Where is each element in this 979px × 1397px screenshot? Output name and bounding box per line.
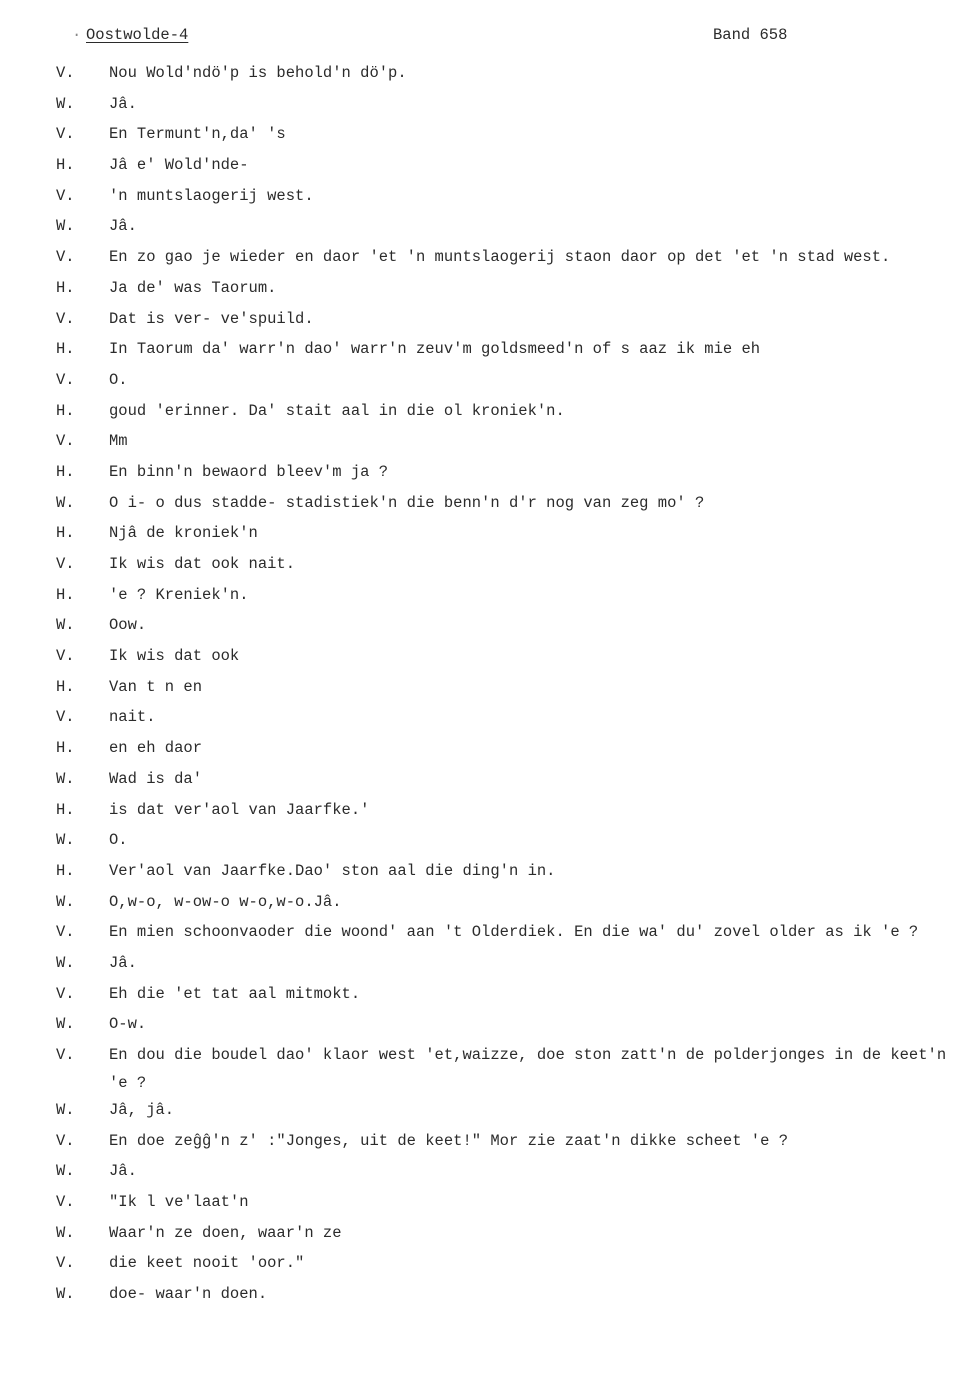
speaker-label: H.: [56, 462, 75, 481]
speaker-label: V.: [56, 64, 75, 82]
utterance-text: Jâ.: [109, 94, 137, 113]
speaker-label: W.: [56, 1223, 75, 1242]
speaker-label: V.: [56, 1254, 75, 1273]
utterance-text: 'e ? Kreniek'n.: [109, 585, 249, 604]
utterance-text: Mm: [109, 432, 128, 451]
speaker-label: W.: [56, 831, 75, 850]
speaker-label: V.: [56, 248, 75, 267]
utterance-text: Ik wis dat ook: [109, 647, 240, 666]
speaker-label: W.: [56, 1015, 75, 1034]
utterance-text: Jâ e' Wold'nde-: [109, 156, 249, 175]
speaker-label: V.: [56, 1046, 75, 1064]
utterance-text: O i- o dus stadde- stadistiek'n die benn'n d'r nog van zeg mo' ?: [109, 493, 705, 512]
transcript-line: [0, 367, 979, 398]
utterance-text: Njâ de kroniek'n: [109, 524, 258, 543]
speaker-label: H.: [56, 677, 75, 696]
speaker-label: H.: [56, 524, 75, 543]
utterance-text: goud 'erinner. Da' stait aal in die ol kroniek'n.: [109, 401, 565, 420]
transcript-line: [0, 275, 979, 306]
transcript-line: [0, 306, 979, 337]
transcript-line: [0, 213, 979, 244]
speaker-label: V.: [56, 432, 75, 451]
transcript-line: [0, 428, 979, 459]
transcript-line: [0, 919, 979, 950]
speaker-label: V.: [56, 708, 75, 727]
transcript-line: [0, 950, 979, 981]
transcript-line: [0, 1011, 979, 1042]
transcript-line: [0, 1250, 979, 1281]
speaker-label: V.: [56, 1131, 75, 1150]
utterance-text: 'n muntslaogerij west.: [109, 186, 314, 205]
speaker-label: W.: [56, 217, 75, 236]
transcript-line: [0, 1220, 979, 1251]
utterance-text: Van t n en: [109, 677, 203, 696]
utterance-text: nait.: [109, 708, 156, 727]
transcript-line: [0, 1128, 979, 1159]
utterance-text: Waar'n ze doen, waar'n ze: [109, 1223, 342, 1242]
utterance-text: Eh die 'et tat aal mitmokt.: [109, 984, 361, 1003]
transcript-line: [0, 674, 979, 705]
transcript-line: [0, 336, 979, 367]
transcript-line: [0, 60, 979, 91]
utterance-text: Jâ.: [109, 953, 137, 972]
transcript-line: [0, 91, 979, 122]
transcript-line: [0, 121, 979, 152]
utterance-text: is dat ver'aol van Jaarfke.': [109, 800, 370, 819]
utterance-text: Ik wis dat ook nait.: [109, 555, 296, 573]
utterance-text: doe- waar'n doen.: [109, 1285, 268, 1304]
transcript-line: [0, 704, 979, 735]
speaker-label: W.: [56, 769, 75, 788]
transcript-line: [0, 244, 979, 275]
transcript-line: [0, 520, 979, 551]
utterance-text: Wad is da': [109, 769, 203, 788]
transcript-line: [0, 858, 979, 889]
page-header: [0, 26, 979, 50]
transcript-line: [0, 612, 979, 643]
utterance-text: O.: [109, 370, 128, 389]
utterance-text: en eh daor: [109, 739, 203, 758]
speaker-label: W.: [56, 1101, 75, 1119]
transcript-line: [0, 1042, 979, 1097]
transcript-line: [0, 490, 979, 521]
transcript-line: [0, 643, 979, 674]
speaker-label: W.: [56, 892, 75, 911]
speaker-label: H.: [56, 340, 75, 359]
utterance-text: En Termunt'n,da' 's: [109, 125, 286, 144]
transcript-line: [0, 766, 979, 797]
transcript-line: [0, 797, 979, 828]
transcript-line: [0, 735, 979, 766]
speaker-label: W.: [56, 1162, 75, 1181]
speaker-label: V.: [56, 984, 75, 1003]
speaker-label: V.: [56, 309, 75, 328]
utterance-text: En doe zeĝĝ'n z' :"Jonges, uit de keet!" Mor zie zaat'n dikke scheet 'e ?: [109, 1131, 789, 1150]
speaker-label: W.: [56, 493, 75, 512]
utterance-text: Ver'aol van Jaarfke.Dao' ston aal die ding'n in.: [109, 861, 556, 880]
transcript-body: [0, 60, 979, 1312]
speaker-label: V.: [56, 125, 75, 144]
speaker-label: V.: [56, 370, 75, 389]
transcript-line: [0, 183, 979, 214]
transcript-line: [0, 889, 979, 920]
utterance-text: "Ik l ve'laat'n: [109, 1193, 249, 1212]
utterance-text: En zo gao je wieder en daor 'et 'n muntslaogerij staon daor op det 'et 'n stad west.: [109, 248, 891, 267]
speaker-label: H.: [56, 156, 75, 175]
utterance-text: O-w.: [109, 1015, 147, 1034]
speaker-label: W.: [56, 1285, 75, 1304]
speaker-label: V.: [56, 1193, 75, 1212]
speaker-label: H.: [56, 800, 75, 819]
speaker-label: V.: [56, 923, 75, 942]
speaker-label: V.: [56, 647, 75, 666]
transcript-line: [0, 398, 979, 429]
utterance-text: Jâ.: [109, 217, 137, 236]
transcript-line: [0, 1158, 979, 1189]
speaker-label: H.: [56, 585, 75, 604]
transcript-line: [0, 459, 979, 490]
utterance-text: Oow.: [109, 616, 147, 635]
utterance-text: Jâ, jâ.: [109, 1101, 175, 1119]
utterance-text: En mien schoonvaoder die woond' aan 't Olderdiek. En die wa' du' zovel older as ik 'e ?: [109, 923, 919, 942]
speaker-label: H.: [56, 401, 75, 420]
utterance-text: O.: [109, 831, 128, 850]
utterance-text: Nou Wold'ndö'p is behold'n dö'p.: [109, 64, 407, 82]
speaker-label: W.: [56, 94, 75, 113]
transcript-line: [0, 582, 979, 613]
utterance-text: O,w-o, w-ow-o w-o,w-o.Jâ.: [109, 892, 342, 911]
speaker-label: H.: [56, 739, 75, 758]
utterance-text: Jâ.: [109, 1162, 137, 1181]
utterance-text: En binn'n bewaord bleev'm ja ?: [109, 462, 389, 481]
transcript-line: [0, 1189, 979, 1220]
transcript-line: [0, 1281, 979, 1312]
transcript-line: [0, 152, 979, 183]
utterance-text: In Taorum da' warr'n dao' warr'n zeuv'm goldsmeed'n of s aaz ik mie eh: [109, 340, 761, 359]
band-number: Band 658: [713, 26, 788, 44]
transcript-line: [0, 981, 979, 1012]
document-title: · Oostwolde-4: [86, 26, 188, 44]
speaker-label: W.: [56, 953, 75, 972]
speaker-label: V.: [56, 555, 75, 573]
speaker-label: V.: [56, 186, 75, 205]
utterance-text: die keet nooit 'oor.": [109, 1254, 305, 1273]
utterance-text: Ja de' was Taorum.: [109, 278, 277, 297]
speaker-label: W.: [56, 616, 75, 635]
speaker-label: H.: [56, 278, 75, 297]
transcript-line: [0, 1097, 979, 1128]
utterance-text: En dou die boudel dao' klaor west 'et,waizze, doe ston zatt'n de polderjonges in de keet'n 'e ?: [109, 1046, 947, 1092]
utterance-text: Dat is ver- ve'spuild.: [109, 309, 314, 328]
transcript-line: [0, 551, 979, 582]
speaker-label: H.: [56, 861, 75, 880]
transcript-line: [0, 827, 979, 858]
